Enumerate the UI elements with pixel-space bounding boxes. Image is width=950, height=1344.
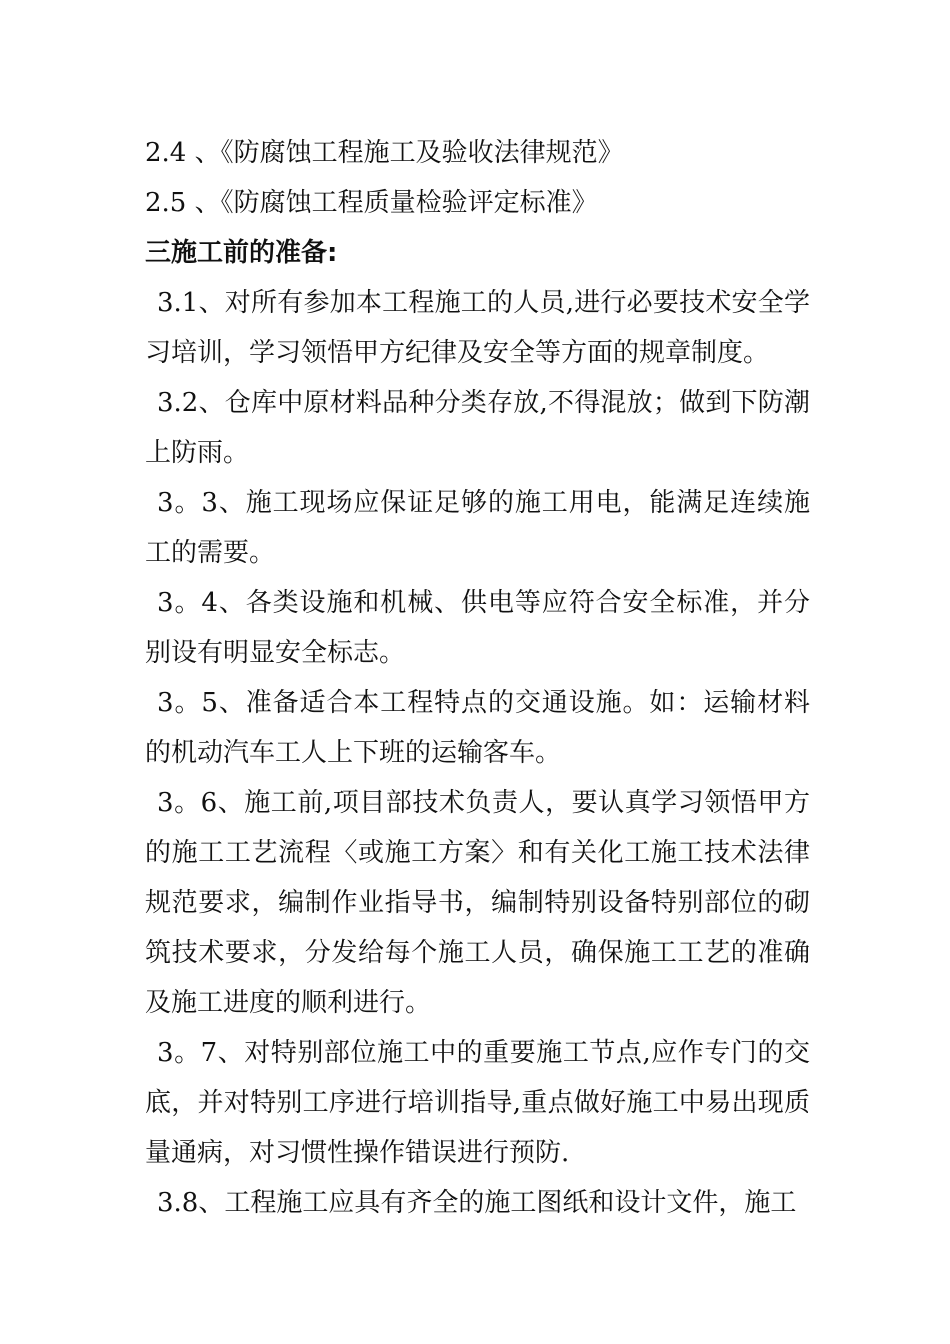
paragraph-3-6: 3。6、施工前,项目部技术负责人，要认真学习领悟甲方的施工工艺流程〈或施工方案〉和有关化工施工技术法律规范要求，编制作业指导书，编制特别设备特别部位的砌筑技术要求，分发给每个施工人员，确保施工工艺的准确及施工进度的顺利进行。 bbox=[145, 788, 810, 1018]
document-body bbox=[145, 128, 810, 1228]
paragraph-3-5: 3。5、准备适合本工程特点的交通设施。如：运输材料的机动汽车工人上下班的运输客车。 bbox=[145, 688, 810, 768]
paragraph-3-3: 3。3、施工现场应保证足够的施工用电，能满足连续施工的需要。 bbox=[145, 488, 810, 568]
paragraph-3-2: 3.2、仓库中原材料品种分类存放,不得混放；做到下防潮上防雨。 bbox=[145, 388, 810, 468]
reference-line-2-5: 2.5 、《防腐蚀工程质量检验评定标准》 bbox=[145, 188, 598, 218]
paragraph-3-7: 3。7、对特别部位施工中的重要施工节点,应作专门的交底，并对特别工序进行培训指导,重点做好施工中易出现质量通病，对习惯性操作错误进行预防. bbox=[145, 1038, 810, 1168]
paragraph-3-4: 3。4、各类设施和机械、供电等应符合安全标准，并分别设有明显安全标志。 bbox=[145, 588, 810, 668]
paragraph-3-1: 3.1、对所有参加本工程施工的人员,进行必要技术安全学习培训，学习领悟甲方纪律及安全等方面的规章制度。 bbox=[145, 288, 810, 368]
reference-line-2-4: 2.4 、《防腐蚀工程施工及验收法律规范》 bbox=[145, 138, 624, 168]
paragraph-3-8: 3.8、工程施工应具有齐全的施工图纸和设计文件，施工 bbox=[157, 1188, 797, 1218]
section-heading: 三施工前的准备: bbox=[145, 238, 338, 268]
